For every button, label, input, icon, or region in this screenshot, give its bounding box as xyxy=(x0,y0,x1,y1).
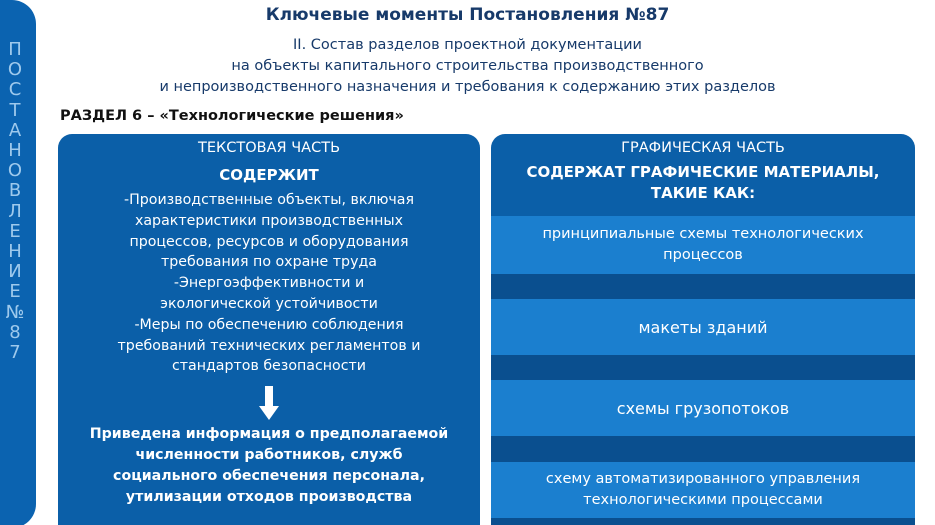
material-item-process-schemes xyxy=(491,216,915,274)
subtitle-line: на объекты капитального строительства производственного xyxy=(231,58,704,74)
item-divider xyxy=(491,274,915,299)
material-line: принципиальные схемы технологических xyxy=(542,226,864,242)
side-letter: О xyxy=(7,160,23,182)
item-divider xyxy=(491,355,915,380)
list-line: -Производственные объекты, включая xyxy=(123,192,415,208)
material-item-building-layouts xyxy=(491,299,915,355)
material-item-cargo-flows xyxy=(491,380,915,436)
material-line: схему автоматизированного управления xyxy=(545,471,861,487)
graphic-part-heading: ГРАФИЧЕСКАЯ ЧАСТЬ xyxy=(621,140,785,156)
material-line: схемы грузопотоков xyxy=(616,398,790,418)
side-letter: Л xyxy=(8,200,22,222)
item-divider xyxy=(491,436,915,462)
side-letter: Е xyxy=(9,281,21,303)
text-part-summary xyxy=(58,424,480,508)
list-line: экологической устойчивости xyxy=(160,295,378,312)
summary-line: утилизации отходов производства xyxy=(125,489,413,505)
side-letter: О xyxy=(7,59,23,81)
side-letter: П xyxy=(8,39,22,60)
graphic-part-subheading xyxy=(491,162,915,204)
material-line: процессов xyxy=(663,247,743,263)
side-letter: И xyxy=(8,261,22,283)
summary-line: Приведена информация о предполагаемой xyxy=(89,426,449,442)
graphic-part-panel xyxy=(491,134,915,525)
page-subtitle xyxy=(60,35,875,98)
summary-line: численности работников, служб xyxy=(135,447,403,463)
page-title: Ключевые моменты Постановления №87 xyxy=(265,5,670,25)
section-title: РАЗДЕЛ 6 – «Технологические решения» xyxy=(60,108,404,124)
list-line: стандартов безопасности xyxy=(171,358,367,375)
side-letter: № xyxy=(5,301,25,323)
list-line: требований технических регламентов и xyxy=(117,337,421,354)
list-line: процессов, ресурсов и оборудования xyxy=(129,233,409,250)
text-part-panel xyxy=(58,134,480,525)
list-line: характеристики производственных xyxy=(134,212,404,229)
list-line: -Меры по обеспечению соблюдения xyxy=(134,316,404,333)
side-letter: 8 xyxy=(9,321,21,343)
material-item-automated-control xyxy=(491,462,915,518)
text-part-heading: ТЕКСТОВАЯ ЧАСТЬ xyxy=(197,140,341,156)
list-line: требования по охране труда xyxy=(161,254,377,271)
subtitle-line: II. Состав разделов проектной документации xyxy=(293,37,642,53)
list-line: -Энергоэффективности и xyxy=(173,275,365,292)
summary-line: социального обеспечения персонала, xyxy=(113,468,425,484)
text-part-list xyxy=(58,190,480,377)
side-letter: Е xyxy=(9,220,21,242)
side-vertical-label xyxy=(0,40,30,363)
item-divider xyxy=(491,518,915,525)
subheading-line: СОДЕРЖАТ ГРАФИЧЕСКИЕ МАТЕРИАЛЫ, xyxy=(526,163,880,181)
side-letter: Н xyxy=(8,140,22,162)
side-letter: 7 xyxy=(9,342,21,364)
subheading-line: ТАКИЕ КАК: xyxy=(650,184,756,202)
side-letter: Н xyxy=(8,241,22,263)
arrow-down-icon xyxy=(259,386,279,420)
material-line: технологическими процессами xyxy=(583,492,823,508)
side-letter: Т xyxy=(9,99,21,121)
text-part-subheading: СОДЕРЖИТ xyxy=(219,166,319,184)
subtitle-line: и непроизводственного назначения и требования к содержанию этих разделов xyxy=(159,79,776,95)
side-letter: В xyxy=(8,180,22,202)
side-letter: С xyxy=(8,79,22,101)
side-letter: А xyxy=(8,119,22,141)
material-line: макеты зданий xyxy=(638,317,768,337)
